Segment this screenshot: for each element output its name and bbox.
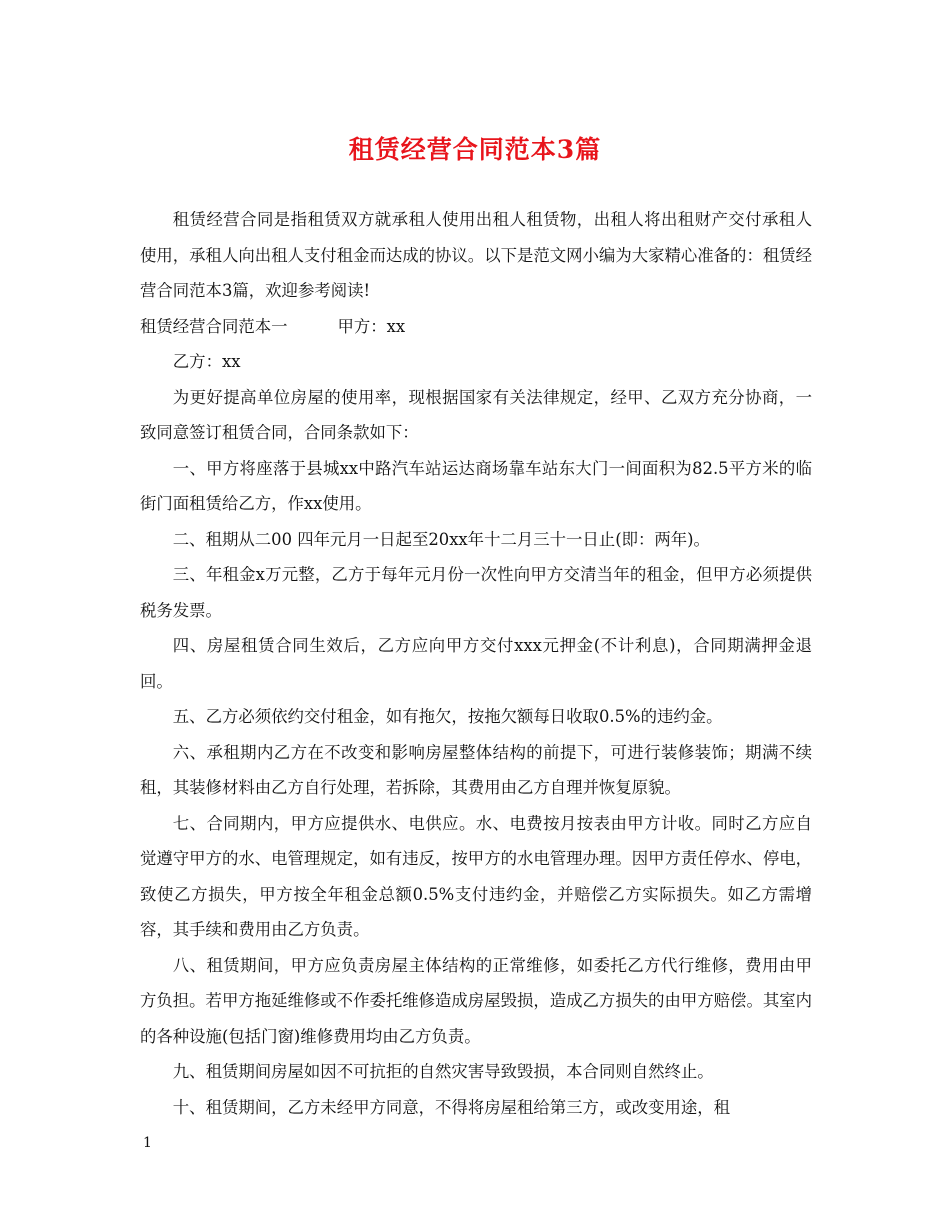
clause-5: 五、乙方必须依约交付租金，如有拖欠，按拖欠额每日收取0.5%的违约金。	[172, 707, 723, 726]
intro-paragraph: 租赁经营合同是指租赁双方就承租人使用出租人租赁物，出租人将出租财产交付承租人使用，承租人向出租人支付租金而达成的协议。以下是范文网小编为大家精心准备的：租赁经营合同范本3篇，欢迎参考阅读!	[140, 210, 813, 300]
section-heading-line	[140, 309, 812, 345]
clause-7: 七、合同期内，甲方应提供水、电供应。水、电费按月按表由甲方计收。同时乙方应自觉遵守甲方的水、电管理规定，如有违反，按甲方的水电管理办理。因甲方责任停水、停电，致使乙方损失，甲方按全年租金总额0.5%支付违约金，并赔偿乙方实际损失。如乙方需增容，其手续和费用由乙方负责。	[140, 813, 813, 939]
party-b: 乙方：xx	[172, 352, 241, 371]
document-body	[140, 202, 812, 1125]
clause-9: 九、租赁期间房屋如因不可抗拒的自然灾害导致毁损，本合同则自然终止。	[172, 1062, 714, 1081]
clause-1: 一、甲方将座落于县城xx中路汽车站运达商场靠车站东大门一间面积为82.5平方米的临街门面租赁给乙方，作xx使用。	[140, 458, 812, 513]
clause-3: 三、年租金x万元整，乙方于每年元月份一次性向甲方交清当年的租金，但甲方必须提供税务发票。	[140, 565, 812, 620]
section-heading: 租赁经营合同范本一	[140, 316, 288, 336]
clause-4: 四、房屋租赁合同生效后，乙方应向甲方交付xxx元押金(不计利息)，合同期满押金退回。	[140, 636, 812, 691]
clause-10: 十、租赁期间，乙方未经甲方同意，不得将房屋租给第三方，或改变用途，租	[172, 1097, 731, 1117]
page-number: 1	[143, 1135, 152, 1151]
clause-6: 六、承租期内乙方在不改变和影响房屋整体结构的前提下，可进行装修装饰；期满不续租，其装修材料由乙方自行处理，若拆除，其费用由乙方自理并恢复原貌。	[140, 742, 812, 797]
clause-8: 八、租赁期间，甲方应负责房屋主体结构的正常维修，如委托乙方代行维修，费用由甲方负担。若甲方拖延维修或不作委托维修造成房屋毁损，造成乙方损失的由甲方赔偿。其室内的各种设施(包括门窗)维修费用均由乙方负责。	[140, 955, 813, 1046]
clause-2: 二、租期从二00 四年元月一日起至20xx年十二月三十一日止(即：两年)。	[172, 529, 710, 549]
party-a: 甲方：xx	[337, 316, 406, 336]
document-title: 租赁经营合同范本3篇	[348, 135, 602, 164]
preamble-paragraph: 为更好提高单位房屋的使用率，现根据国家有关法律规定，经甲、乙双方充分协商，一致同意签订租赁合同，合同条款如下：	[140, 387, 812, 442]
